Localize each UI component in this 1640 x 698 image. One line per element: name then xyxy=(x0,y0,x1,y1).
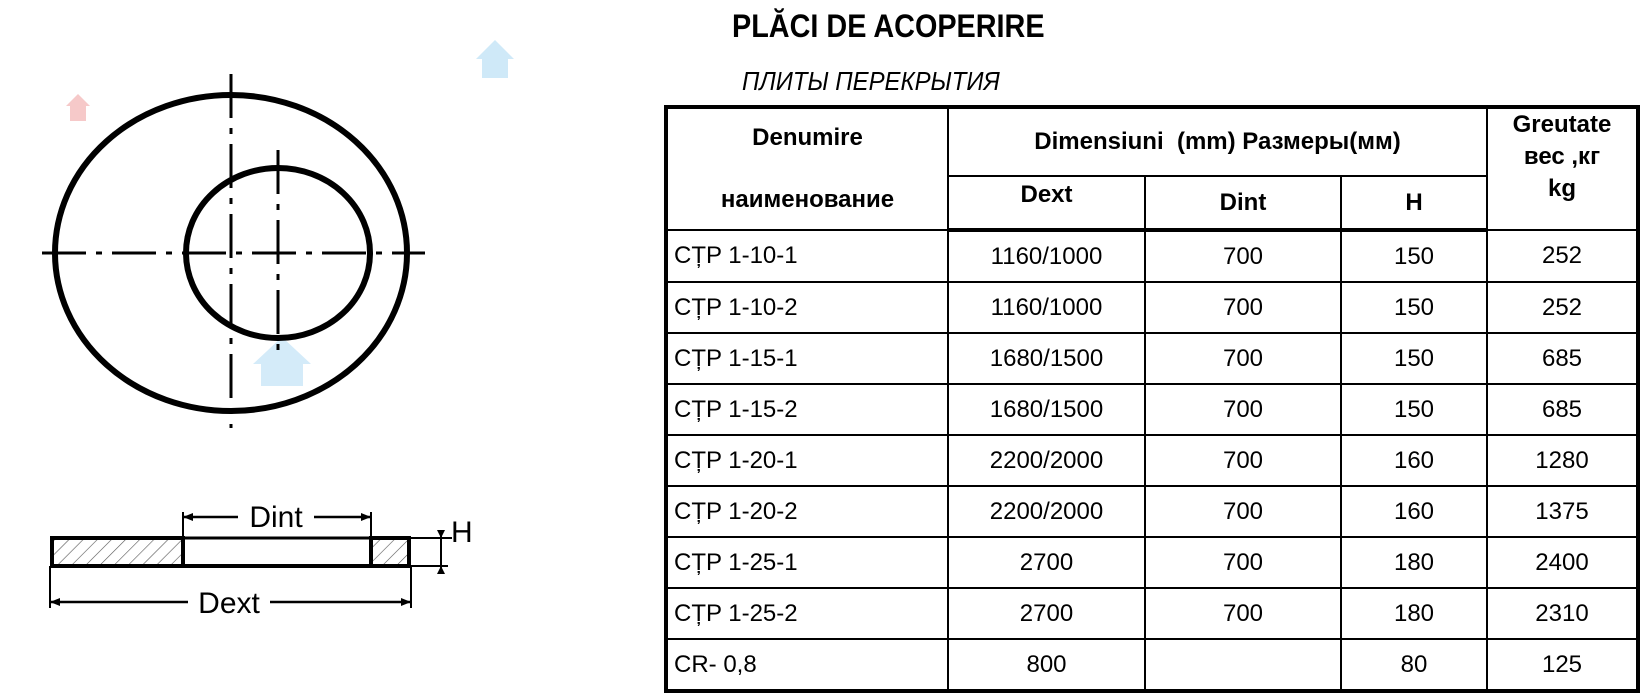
page-subtitle: ПЛИТЫ ПЕРЕКРЫТИЯ xyxy=(742,66,1000,96)
cell-name: CȚP 1-25-2 xyxy=(666,588,948,639)
table-row xyxy=(666,588,1638,639)
header-dimensions: Dimensiuni (mm) Размеры(мм) xyxy=(948,107,1487,176)
dext-dimension-label: Dext xyxy=(198,587,260,620)
cell-dext: 2700 xyxy=(948,537,1145,588)
cell-h: 150 xyxy=(1341,282,1487,333)
h-dimension-label: H xyxy=(451,516,473,549)
dint-dimension-label: Dint xyxy=(249,501,303,534)
header-name-ru: наименование xyxy=(720,186,895,213)
cell-weight: 125 xyxy=(1487,639,1638,691)
page-title: PLĂCI DE ACOPERIRE xyxy=(732,8,1045,44)
table-row xyxy=(666,435,1638,486)
cell-dint: 700 xyxy=(1145,435,1341,486)
cell-dext: 1680/1500 xyxy=(948,384,1145,435)
header-name-cell xyxy=(666,107,948,230)
header-name-ro: Denumire xyxy=(752,124,863,151)
cell-h: 160 xyxy=(1341,486,1487,537)
house-icon xyxy=(476,40,514,78)
plan-view xyxy=(42,74,425,428)
cell-name: CȚP 1-10-2 xyxy=(666,282,948,333)
cell-weight: 1375 xyxy=(1487,486,1638,537)
cell-name: CR- 0,8 xyxy=(666,639,948,691)
cell-h: 150 xyxy=(1341,384,1487,435)
header-weight-cell xyxy=(1487,107,1638,230)
cell-dint: 700 xyxy=(1145,537,1341,588)
header-weight-ru: вес ,кг xyxy=(1523,143,1601,170)
table-row xyxy=(666,230,1638,282)
table-row xyxy=(666,537,1638,588)
house-icon xyxy=(253,337,311,386)
cell-dext: 1160/1000 xyxy=(948,282,1145,333)
section-view xyxy=(50,501,473,620)
cell-dext: 2200/2000 xyxy=(948,486,1145,537)
specification-table xyxy=(664,105,1640,693)
cell-name: CȚP 1-15-2 xyxy=(666,384,948,435)
table-header-row xyxy=(666,107,1638,176)
house-icon xyxy=(66,94,90,121)
cell-weight: 2400 xyxy=(1487,537,1638,588)
header-dext: Dext xyxy=(948,176,1145,230)
table-row xyxy=(666,639,1638,691)
cell-name: CȚP 1-15-1 xyxy=(666,333,948,384)
cell-dext: 800 xyxy=(948,639,1145,691)
cell-weight: 252 xyxy=(1487,282,1638,333)
cell-dint: 700 xyxy=(1145,282,1341,333)
cell-name: CȚP 1-25-1 xyxy=(666,537,948,588)
cell-dext: 1160/1000 xyxy=(948,230,1145,282)
header-h: H xyxy=(1341,176,1487,230)
cell-h: 180 xyxy=(1341,588,1487,639)
cell-weight: 685 xyxy=(1487,333,1638,384)
cell-dint: 700 xyxy=(1145,588,1341,639)
cell-name: CȚP 1-20-2 xyxy=(666,486,948,537)
cell-h: 180 xyxy=(1341,537,1487,588)
header-weight-ro: Greutate xyxy=(1512,111,1612,138)
cell-weight: 685 xyxy=(1487,384,1638,435)
cell-dint: 700 xyxy=(1145,333,1341,384)
table-row xyxy=(666,333,1638,384)
cell-h: 150 xyxy=(1341,230,1487,282)
cell-h: 80 xyxy=(1341,639,1487,691)
cell-dint: 700 xyxy=(1145,384,1341,435)
cell-name: CȚP 1-20-1 xyxy=(666,435,948,486)
table-row xyxy=(666,282,1638,333)
header-dint: Dint xyxy=(1145,176,1341,230)
cell-h: 150 xyxy=(1341,333,1487,384)
cell-dext: 1680/1500 xyxy=(948,333,1145,384)
technical-drawing xyxy=(0,0,640,698)
cell-h: 160 xyxy=(1341,435,1487,486)
cell-dext: 2200/2000 xyxy=(948,435,1145,486)
cell-dint: 700 xyxy=(1145,486,1341,537)
cell-dint xyxy=(1145,639,1341,691)
cell-weight: 1280 xyxy=(1487,435,1638,486)
table-row xyxy=(666,486,1638,537)
cell-weight: 252 xyxy=(1487,230,1638,282)
cell-name: CȚP 1-10-1 xyxy=(666,230,948,282)
cell-weight: 2310 xyxy=(1487,588,1638,639)
cell-dext: 2700 xyxy=(948,588,1145,639)
header-weight-unit: kg xyxy=(1547,175,1576,202)
cell-dint: 700 xyxy=(1145,230,1341,282)
table-row xyxy=(666,384,1638,435)
